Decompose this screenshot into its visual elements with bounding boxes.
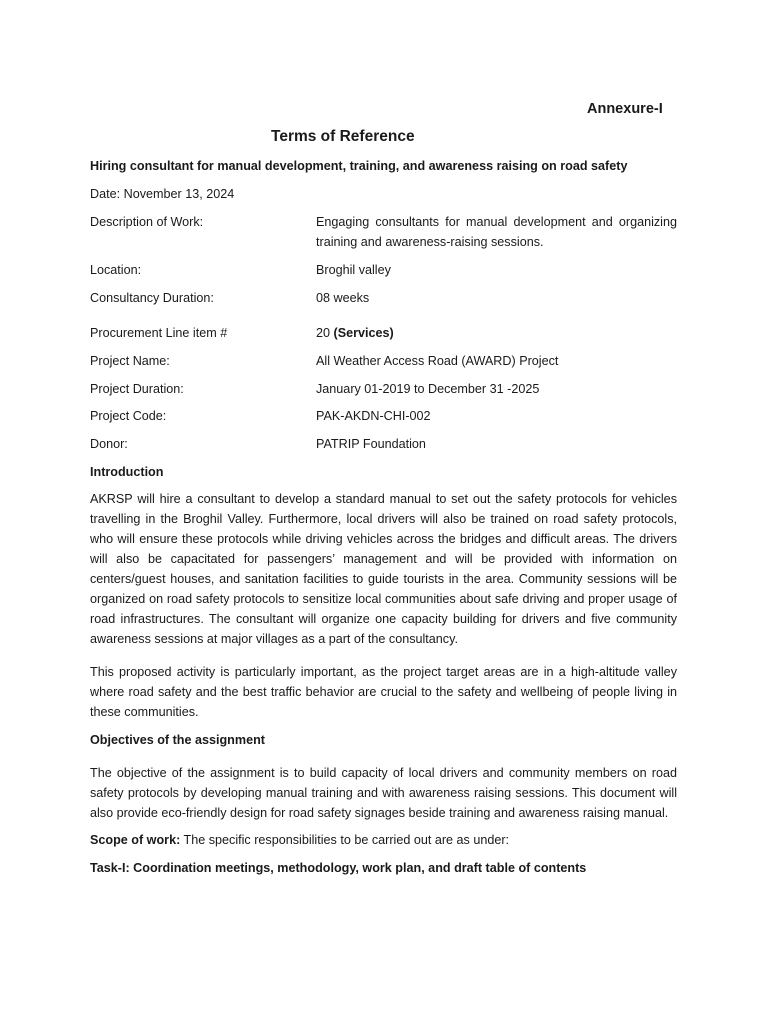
task-1-heading: Task-I: Coordination meetings, methodology, work plan, and draft table of contents xyxy=(90,861,587,875)
info-value: January 01-2019 to December 31 -2025 xyxy=(316,382,540,396)
info-value xyxy=(316,323,677,343)
document-subtitle: Hiring consultant for manual development, training, and awareness raising on road safety xyxy=(90,159,628,173)
date-line: Date: November 13, 2024 xyxy=(90,187,235,201)
scope-text: The specific responsibilities to be carried out are as under: xyxy=(180,833,510,847)
info-label: Donor: xyxy=(90,437,128,451)
info-label: Location: xyxy=(90,263,142,277)
procurement-type: (Services) xyxy=(333,326,394,340)
info-label: Description of Work: xyxy=(90,215,204,229)
introduction-heading: Introduction xyxy=(90,465,164,479)
info-label: Procurement Line item # xyxy=(90,326,228,340)
scope-of-work-line xyxy=(90,830,677,850)
procurement-number: 20 xyxy=(316,326,331,340)
info-label: Consultancy Duration: xyxy=(90,291,214,305)
info-value: PAK-AKDN-CHI-002 xyxy=(316,409,431,423)
info-value: PATRIP Foundation xyxy=(316,437,426,451)
annexure-label: Annexure-I xyxy=(587,101,663,117)
introduction-paragraph-1: AKRSP will hire a consultant to develop a standard manual to set out the safety protocols for vehicles travelling in the Broghil Valley. Furthermore, local drivers will also be trained on road safety protocols, who will ensure these protocols while driving vehicles across the bridges and difficult areas. The drivers will also be capacitated for passengers’ management and will be provided with information on centers/guest houses, and sanitation facilities to guide tourists in the area. Community sessions will be organized on road safety protocols to sensitize local communities about safe driving and proper usage of road infrastructures. The consultant will organize one capacity building for drivers and five community awareness sessions at major villages as a part of the consultancy. xyxy=(90,492,677,646)
introduction-paragraph-2: This proposed activity is particularly important, as the project target areas are in a high-altitude valley where road safety and the best traffic behavior are crucial to the safety and wellbeing of people living in these communities. xyxy=(90,665,677,719)
info-value: Broghil valley xyxy=(316,263,391,277)
info-label: Project Duration: xyxy=(90,382,184,396)
info-label: Project Code: xyxy=(90,409,167,423)
objectives-heading: Objectives of the assignment xyxy=(90,733,265,747)
info-label: Project Name: xyxy=(90,354,170,368)
info-value: Engaging consultants for manual development and organizing training and awareness-raising sessions. xyxy=(316,215,677,249)
info-value: 08 weeks xyxy=(316,291,370,305)
objectives-paragraph: The objective of the assignment is to build capacity of local drivers and community members on road safety protocols by developing manual training and with awareness raising sessions. This document will also provide eco-friendly design for road safety signages beside training and awareness raising manual. xyxy=(90,766,677,820)
document-title: Terms of Reference xyxy=(271,128,415,145)
scope-label: Scope of work: xyxy=(90,833,181,847)
info-value: All Weather Access Road (AWARD) Project xyxy=(316,354,559,368)
